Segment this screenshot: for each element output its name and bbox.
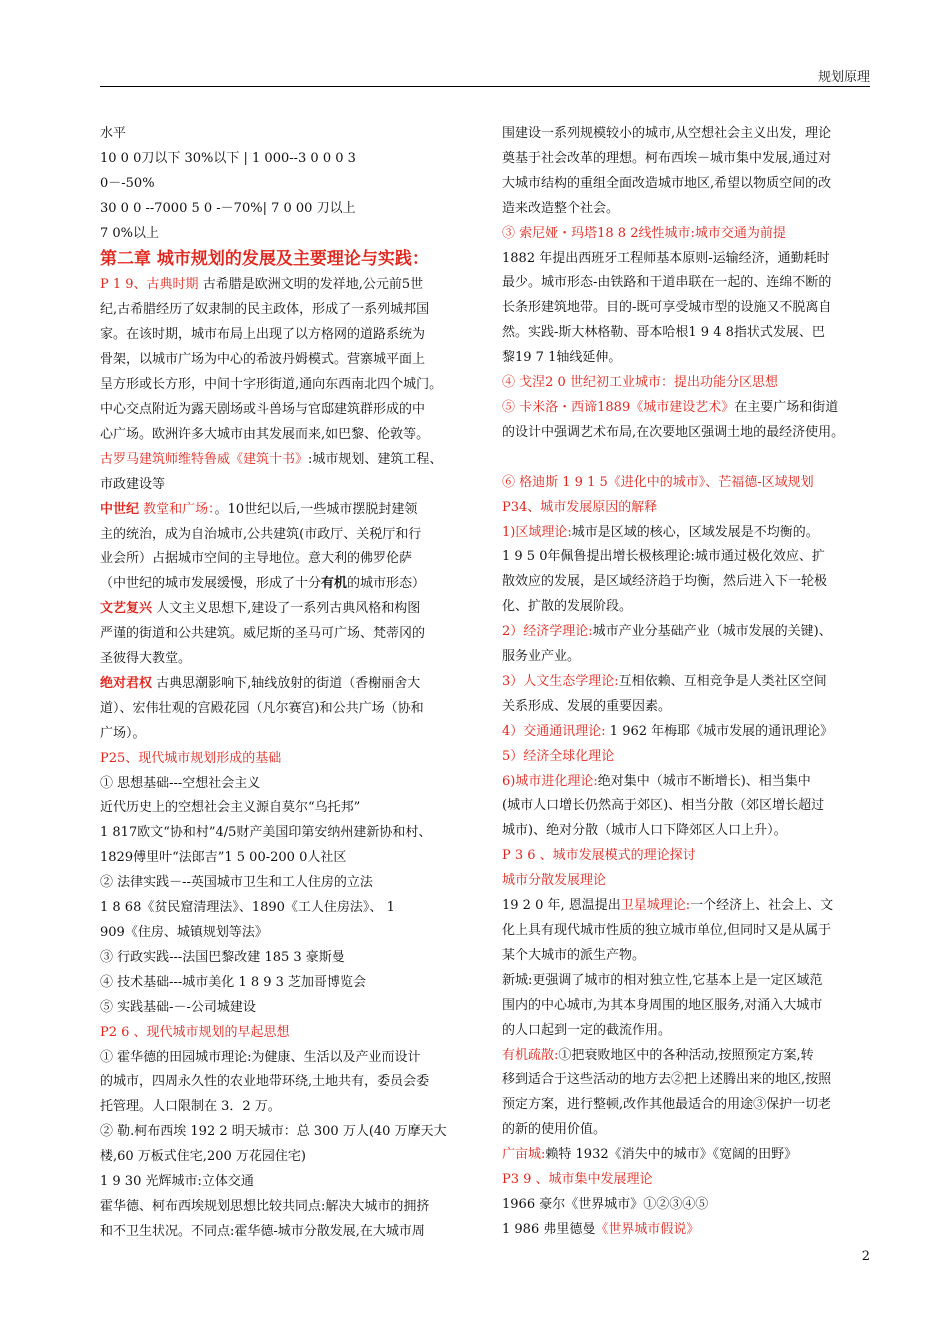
body-text: 1966 豪尔《世界城市》①②③④⑤ <box>502 1196 709 1212</box>
text-line <box>100 523 480 548</box>
body-text: 纪,古希腊经历了奴隶制的民主政体，形成了一系列城邦国 <box>100 302 430 318</box>
body-text: 互相依赖、互相竞争是人类社区空间 <box>618 673 827 689</box>
body-text: 新城:更强调了城市的相对独立性,它基本上是一定区域范 <box>502 972 823 988</box>
body-text: 7 0%以上 <box>100 225 160 241</box>
highlight-text: 古罗马建筑师维特鲁威《建筑十书》 <box>100 451 309 467</box>
body-text: 19 2 0 年, 恩温提出 <box>502 898 621 914</box>
text-line <box>100 946 480 971</box>
text-line <box>100 996 480 1021</box>
highlight-text: 城市分散发展理论 <box>502 873 607 889</box>
body-text: 0－-50% <box>100 175 155 191</box>
highlight-text: ④ 戈涅2 0 世纪初工业城市：提出功能分区思想 <box>502 375 778 391</box>
text-line <box>502 471 880 496</box>
text-line <box>502 521 880 546</box>
highlight-text: 6)城市进化理论: <box>502 773 598 789</box>
body-text: 移到适合于这些活动的地方去②把上述腾出来的地区,按照 <box>502 1072 832 1088</box>
left-column <box>100 122 480 1245</box>
body-text: 楼,60 万板式住宅,200 万花园住宅) <box>100 1149 306 1165</box>
text-line <box>100 697 480 722</box>
body-text: 赖特 1932《消失中的城市》《宽阔的田野》 <box>545 1147 798 1163</box>
text-line <box>100 448 480 473</box>
body-text: 业会所）占据城市空间的主导地位。意大利的佛罗伦萨 <box>100 551 413 567</box>
body-text: 广场）。 <box>100 725 146 741</box>
body-text: 的人口起到一定的截流作用。 <box>502 1022 672 1038</box>
body-text: 托管理。人口限制在 3．2 万。 <box>100 1099 281 1115</box>
highlight-text: 中世纪 <box>100 501 140 517</box>
body-text: 古典思潮影响下,轴线放射的街道（香榭丽舍大 <box>152 675 421 691</box>
text-line <box>502 421 880 446</box>
highlight-text: 有机疏散: <box>502 1047 559 1063</box>
text-line <box>100 498 480 523</box>
text-line <box>502 1218 880 1243</box>
body-text: 骨架，以城市广场为中心的希波丹姆模式。营寨城平面上 <box>100 352 426 368</box>
text-line <box>502 844 880 869</box>
body-text: 水平 <box>100 126 127 141</box>
text-line <box>100 147 480 172</box>
text-line <box>100 597 480 622</box>
body-text: 近代历史上的空想社会主义源自莫尔“乌托邦” <box>100 800 361 816</box>
text-line <box>502 1168 880 1193</box>
text-line <box>100 672 480 697</box>
body-text: 某个大城市的派生产物。 <box>502 947 646 963</box>
body-text: 中心交点附近为露天剧场或斗兽场与官邸建筑群形成的中 <box>100 401 426 417</box>
body-text: 10 0 0刀以下 30%以下 | 1 000--3 0 0 0 3 <box>100 150 356 166</box>
text-line <box>502 247 880 272</box>
text-line <box>502 670 880 695</box>
highlight-text: 有机 <box>321 576 348 592</box>
body-text: 和不卫生状况。不同点:霍华德-城市分散发展,在大城市周 <box>100 1223 425 1239</box>
text-line <box>502 371 880 396</box>
text-line <box>502 346 880 371</box>
text-line <box>100 473 480 498</box>
body-text: 最少。城市形态-由铁路和干道串联在一起的、连绵不断的 <box>502 275 832 291</box>
highlight-text: ③ 索尼娅・玛塔18 8 2线性城市:城市交通为前提 <box>502 225 786 241</box>
body-text: 1 962 年梅耶《城市发展的通讯理论》 <box>605 723 834 739</box>
highlight-text: 4）交通通讯理论: <box>502 723 606 739</box>
body-text: 古希腊是欧洲文明的发祥地,公元前5世 <box>198 277 424 293</box>
text-line <box>502 396 880 421</box>
body-text: :城市规划、建筑工程、 <box>308 451 443 467</box>
text-line <box>502 969 880 994</box>
text-line <box>502 446 880 471</box>
text-line <box>502 894 880 919</box>
body-text: 909《住房、城镇规划等法》 <box>100 925 268 940</box>
page-number: 2 <box>861 1249 870 1264</box>
highlight-text: P 3 6 、城市发展模式的理论探讨 <box>502 848 696 864</box>
text-line <box>502 271 880 296</box>
highlight-text: 第二章 城市规划的发展及主要理论与实践： <box>100 248 429 269</box>
body-text: 奠基于社会改革的理想。柯布西埃－城市集中发展,通过对 <box>502 150 832 166</box>
body-text: 然。实践-斯大林格勒、哥本哈根1 9 4 8指状式发展、巴 <box>502 325 825 341</box>
body-text: 绝对集中（城市不断增长)、相当集中 <box>597 773 811 789</box>
body-text: 心广场。欧洲许多大城市由其发展而来,如巴黎、伦敦等。 <box>100 426 430 442</box>
body-text: 长条形建筑地带。目的-既可享受城市型的设施又不脱离自 <box>502 300 832 316</box>
text-line <box>100 348 480 373</box>
body-text: 人文主义思想下,建设了一系列古典风格和构图 <box>152 601 421 617</box>
body-text: 围内的中心城市,为其本身周围的地区服务,对涌入大城市 <box>502 997 823 1013</box>
text-line <box>100 423 480 448</box>
text-line <box>502 147 880 172</box>
highlight-text: 卫星城理论: <box>620 898 691 914</box>
header-title: 规划原理 <box>817 70 870 85</box>
body-text: 30 0 0 --7000 5 0 -－70%| 7 0 00 刀以上 <box>100 200 356 216</box>
text-line <box>502 645 880 670</box>
body-text: 服务业产业。 <box>502 649 581 665</box>
body-text: 散效应的发展，是区域经济趋于均衡，然后进入下一轮极 <box>502 574 828 590</box>
body-text: 霍华德、柯布西埃规划思想比较共同点:解决大城市的拥挤 <box>100 1198 430 1214</box>
highlight-text: ⑥ 格迪斯 1 9 1 5《进化中的城市》、芒福德-区域规划 <box>502 474 814 490</box>
text-line <box>502 1143 880 1168</box>
text-line <box>502 570 880 595</box>
text-line <box>100 1120 480 1145</box>
body-text: 预定方案，进行整顿,改作其他最适合的用途③保护一切老 <box>502 1097 832 1113</box>
text-line <box>100 1021 480 1046</box>
text-line <box>502 545 880 570</box>
body-text: 呈方形或长方形，中间十字形街道,通向东西南北四个城门。 <box>100 377 443 393</box>
text-line <box>100 197 480 222</box>
text-line <box>502 695 880 720</box>
highlight-text: 2）经济学理论: <box>502 624 593 640</box>
text-line <box>502 172 880 197</box>
body-text: 化、扩散的发展阶段。 <box>502 599 633 615</box>
body-text: （中世纪的城市发展缓慢，形成了十分 <box>100 576 322 592</box>
text-line <box>502 296 880 321</box>
text-line <box>100 921 480 946</box>
body-text: 城市产业分基础产业（城市发展的关键)、 <box>592 624 832 640</box>
text-line <box>100 722 480 747</box>
body-text: 城市)、绝对分散（城市人口下降郊区人口上升）。 <box>502 823 787 839</box>
text-line <box>100 1170 480 1195</box>
text-line <box>100 1046 480 1071</box>
text-line <box>502 1093 880 1118</box>
text-line <box>502 595 880 620</box>
body-text: 主的统治，成为自治城市,公共建筑(市政厅、关税厅和行 <box>100 526 422 542</box>
body-text: 严谨的街道和公共建筑。威尼斯的圣马可广场、梵蒂冈的 <box>100 626 426 642</box>
body-text: 的城市形态） <box>347 576 426 592</box>
body-text: ④ 技术基础---城市美化 1 8 9 3 芝加哥博览会 <box>100 974 367 990</box>
body-text: 化上具有现代城市性质的独立城市单位,但同时又是从属于 <box>502 923 832 938</box>
text-line <box>100 273 480 298</box>
text-line <box>100 398 480 423</box>
text-line <box>502 919 880 944</box>
body-text: 家。在该时期，城市布局上出现了以方格网的道路系统为 <box>100 327 426 343</box>
text-line <box>502 620 880 645</box>
body-text: 1829傅里叶“法郎吉”1 5 00-200 0人社区 <box>100 850 347 866</box>
body-text: 1 986 弗里德曼 <box>502 1221 596 1237</box>
body-text: 黎19 7 1轴线延伸。 <box>502 350 622 366</box>
text-line <box>100 747 480 772</box>
text-line <box>502 794 880 819</box>
text-line <box>100 572 480 597</box>
text-line <box>100 772 480 797</box>
body-text: 圣彼得大教堂。 <box>100 651 192 667</box>
body-text: 1 8 68《贫民窟清理法》、1890《工人住房法》、 1 <box>100 900 395 916</box>
body-text: 道）、宏伟壮观的宫殿花园（凡尔赛宫)和公共广场（协和 <box>100 700 424 716</box>
body-text: 1882 年提出西班牙工程师基本原则-运输经济，通勤耗时 <box>502 250 830 266</box>
highlight-text: P3 9 、城市集中发展理论 <box>502 1172 653 1188</box>
body-text: 的城市，四周永久性的农业地带环绕,土地共有，委员会委 <box>100 1074 430 1090</box>
highlight-text: 1)区域理论: <box>502 524 572 540</box>
highlight-text: 文艺复兴 <box>100 601 153 617</box>
highlight-text: P25、现代城市规划形成的基础 <box>100 750 282 766</box>
text-line <box>100 122 480 147</box>
text-line <box>100 547 480 572</box>
body-text: ② 法律实践－--英国城市卫生和工人住房的立法 <box>100 875 373 891</box>
right-column <box>502 122 880 1243</box>
body-text: (城市人口增长仍然高于郊区)、相当分散（郊区增长超过 <box>502 798 825 814</box>
body-text: 1 817欧文“协和村”4/5财产美国印第安纳州建新协和村、 <box>100 825 432 841</box>
body-text: 的新的使用价值。 <box>502 1122 607 1138</box>
text-line <box>100 1145 480 1170</box>
text-line <box>100 222 480 247</box>
text-line <box>100 298 480 323</box>
body-text: ⑤ 实践基础-－-公司城建设 <box>100 999 256 1015</box>
highlight-text: 5）经济全球化理论 <box>502 748 615 764</box>
header-rule <box>100 86 870 87</box>
highlight-text: 广亩城: <box>502 1147 546 1163</box>
text-line <box>100 871 480 896</box>
body-text: 造来改造整个社会。 <box>502 200 620 216</box>
body-text: ③ 行政实践---法国巴黎改建 185 3 豪斯曼 <box>100 949 345 965</box>
highlight-text: P2 6 、现代城市规划的早起思想 <box>100 1024 290 1040</box>
text-line <box>100 821 480 846</box>
text-line <box>502 1193 880 1218</box>
text-line <box>502 496 880 521</box>
text-line <box>502 197 880 222</box>
text-line <box>502 1118 880 1143</box>
text-line <box>100 647 480 672</box>
text-line <box>502 819 880 844</box>
text-line <box>100 622 480 647</box>
text-line <box>502 869 880 894</box>
body-text: 一个经济上、社会上、文 <box>690 898 834 914</box>
text-line <box>100 373 480 398</box>
text-line <box>502 720 880 745</box>
body-text: 关系形成、发展的重要因素。 <box>502 698 672 714</box>
text-line <box>100 1095 480 1120</box>
highlight-text: P 1 9、古典时期 <box>100 277 199 293</box>
text-line <box>502 745 880 770</box>
text-line <box>100 796 480 821</box>
highlight-text: 教堂和广场： <box>139 501 215 517</box>
body-text: 城市是区域的核心，区域发展是不均衡的。 <box>571 524 819 540</box>
highlight-text: 3）人文生态学理论: <box>502 673 619 689</box>
body-text: ①把衰败地区中的各种活动,按照预定方案,转 <box>558 1047 814 1063</box>
text-line <box>502 222 880 247</box>
highlight-text: P34、城市发展原因的解释 <box>502 499 658 515</box>
text-line <box>100 1195 480 1220</box>
text-line <box>100 1220 480 1245</box>
text-line <box>100 247 480 274</box>
text-line <box>502 770 880 795</box>
body-text: 1 9 30 光辉城市:立体交通 <box>100 1174 254 1190</box>
body-text: ① 霍华德的田园城市理论:为健康、生活以及产业而设计 <box>100 1049 421 1065</box>
text-line <box>100 896 480 921</box>
body-text: 市政建设等 <box>100 476 166 492</box>
text-line <box>100 846 480 871</box>
text-line <box>100 1070 480 1095</box>
text-line <box>502 122 880 147</box>
text-line <box>100 323 480 348</box>
text-line <box>502 944 880 969</box>
body-text: 在主要广场和街道 <box>734 399 839 415</box>
body-text: 。10世纪以后,一些城市摆脱封建领 <box>214 501 418 517</box>
body-text: ① 思想基础---空想社会主义 <box>100 775 261 791</box>
text-line <box>100 172 480 197</box>
body-text: 围建设一系列规模较小的城市,从空想社会主义出发，理论 <box>502 126 832 141</box>
highlight-text: 绝对君权 <box>100 675 153 691</box>
text-line <box>502 1044 880 1069</box>
text-line <box>502 321 880 346</box>
highlight-text: 《世界城市假说》 <box>595 1221 700 1237</box>
text-line <box>502 1019 880 1044</box>
body-text: ② 勒.柯布西埃 192 2 明天城市：总 300 万人(40 万摩天大 <box>100 1124 447 1140</box>
highlight-text: ⑤ 卡米洛・西谛1889《城市建设艺术》 <box>502 399 735 415</box>
body-text: 的设计中强调艺术布局,在次要地区强调土地的最经济使用。 <box>502 424 845 440</box>
body-text: 大城市结构的重组全面改造城市地区,希望以物质空间的改 <box>502 175 832 191</box>
text-line <box>100 971 480 996</box>
body-text: 1 9 5 0年佩鲁提出增长极核理论:城市通过极化效应、扩 <box>502 549 825 565</box>
text-line <box>502 994 880 1019</box>
text-line <box>502 1068 880 1093</box>
